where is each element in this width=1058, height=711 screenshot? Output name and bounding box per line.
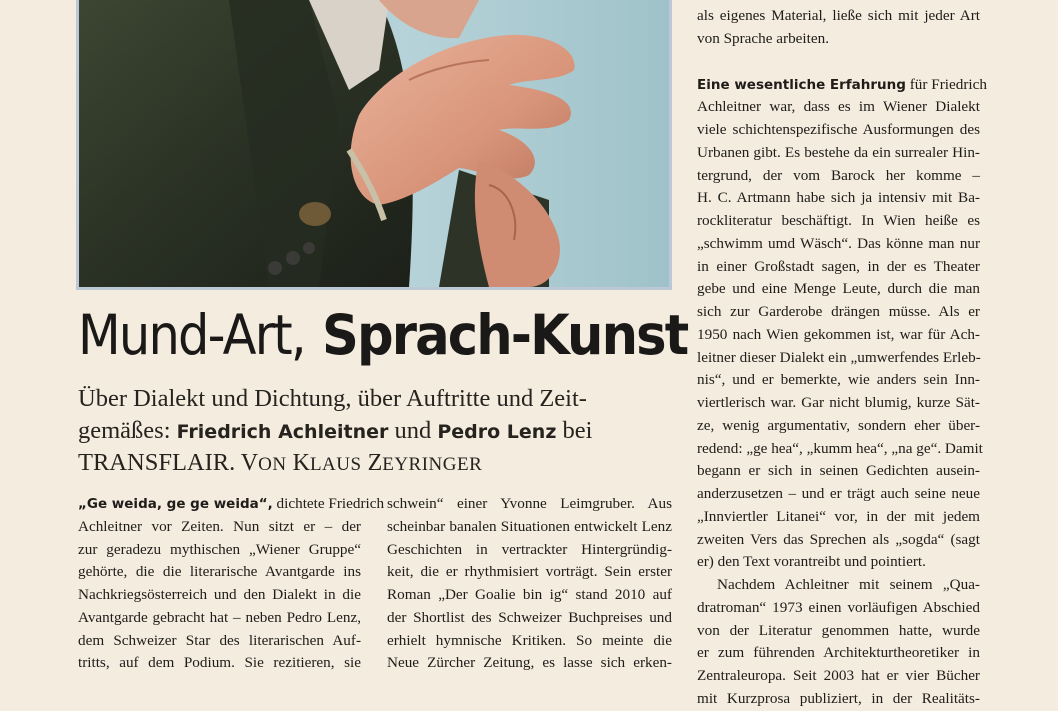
text-line: Neue Zürcher Zeitung, es lasse sich erken- <box>387 654 672 672</box>
text-line: H. C. Artmann habe sich ja intensiv mit Ba- <box>697 189 980 207</box>
text-line: von Sprache arbeiten. <box>697 29 829 47</box>
text-line: Urbanen gibt. Es bestehe da ein surrealer Hin- <box>697 143 980 161</box>
text-line: tritts, auf dem Podium. Sie rezitieren, sie <box>78 654 361 672</box>
text-line: viele schichtenspezifische Ausformungen des <box>697 121 980 138</box>
text-line: Nachdem Achleitner mit seinem „Qua- <box>717 576 980 593</box>
text-line: als eigenes Material, ließe sich mit jeder Art <box>697 7 980 24</box>
text-line: „schwimm umd Wäsch“. Das könne man nur <box>697 234 980 252</box>
photo-illustration <box>79 0 669 287</box>
text-line: Nachkriegsösterreich und den Dialekt in die <box>78 586 361 603</box>
text-line: leitner dieser Dialekt ein „umwerfendes Erleb- <box>697 348 981 366</box>
text-line: Achleitner war, dass es im Wiener Dialekt <box>697 98 980 116</box>
text-line: rockliteratur beschäftigt. In Wien heiße es <box>697 212 980 229</box>
lead-in-quote: „Ge weida, ge ge weida“, <box>78 496 273 512</box>
text-line: dratroman“ 1973 einen vorläufigen Abschied <box>697 598 980 616</box>
author-name-achleitner: Friedrich Achleitner <box>176 421 389 443</box>
text-line: keit, die er rhythmisiert vorträgt. Sein erster <box>387 563 672 581</box>
text-line: viertlerisch war. Gar nicht blumig, kurze Sät- <box>697 394 980 411</box>
text-line: er) den Text vorantreibt und pointiert. <box>697 553 926 571</box>
byline-text: K <box>286 450 310 476</box>
text-line: Geschichten in vertrackter Hintergründig- <box>387 540 672 558</box>
text-line: Avantgarde gebracht hat – neben Pedro Lenz, <box>78 608 361 626</box>
text-line: dem Schweizer Star des literarischen Auf- <box>78 631 361 649</box>
text-line: „Innviertler Litanei“ vor, in der mit jedem <box>697 507 980 525</box>
headline-part-light: Mund-Art, <box>78 303 305 367</box>
headline-part-bold: Sprach-Kunst <box>322 303 688 367</box>
text-line: schwein“ einer Yvonne Leimgruber. Aus <box>387 495 672 512</box>
text-line: nis“, und er bemerkte, wie anders sein Inn- <box>697 371 980 389</box>
text-line: begann er sich in seinen Gedichten ausein- <box>697 462 980 480</box>
byline-text: Z <box>361 450 383 476</box>
text-line: erhielt hymnische Kritiken. So meinte die <box>387 631 672 649</box>
text-line: zweiten Vers das Sprechen als „sogda“ (sagt <box>697 530 980 548</box>
body-column-3 <box>697 0 987 711</box>
text-line <box>78 493 385 516</box>
byline-text: EYRINGER <box>382 454 483 475</box>
author-name-lenz: Pedro Lenz <box>437 421 557 443</box>
text-line: redend: „ge hea“, „kumm hea“, „na ge“. Damit <box>697 439 983 457</box>
subhead-line-3-byline <box>78 447 638 479</box>
event-name: TRANSFLAIR. <box>78 449 236 476</box>
text-line: 1950 nach Wien gekommen ist, war für Ach- <box>697 325 980 343</box>
author-photo <box>76 0 672 290</box>
lead-in-phrase: Eine wesentliche Erfahrung <box>697 76 906 93</box>
text-line: gebe und eine Menge Leute, durch die man <box>697 280 980 298</box>
text-line: Zentraleuropa. Seit 2003 hat er vier Bücher <box>697 667 980 684</box>
text-line: in einer Großstadt sagen, in der es Theater <box>697 257 980 275</box>
text-line: zur geradezu mythischen „Wiener Gruppe“ <box>78 540 361 558</box>
byline-text: LAUS <box>309 454 362 475</box>
subhead-text: gemäßes: <box>78 417 177 444</box>
byline-text: V <box>235 450 259 476</box>
paragraph-spacer <box>697 51 980 74</box>
text-line: Roman „Der Goalie bin ig“ stand 2010 auf <box>387 586 672 603</box>
body-column-2 <box>387 493 672 675</box>
subhead-line-2 <box>78 415 638 447</box>
subhead-text: und <box>388 417 438 444</box>
article-headline <box>78 300 688 370</box>
text-line: ze, wenig argumentativ, sondern eher über- <box>697 416 980 434</box>
byline-text: ON <box>258 454 287 475</box>
subhead-text: bei <box>556 417 593 444</box>
subhead-line-1: Über Dialekt und Dichtung, über Auftritte und Zeit- <box>78 385 587 412</box>
text-line: sich zur Garderobe drängen müsse. Als er <box>697 303 980 320</box>
article-subheading <box>78 383 638 479</box>
text-line: von der Literatur genommen hatte, wurde <box>697 621 980 639</box>
text-line <box>697 74 987 97</box>
text-line: gehörte, die die literarische Avantgarde ins <box>78 563 361 581</box>
text-line: mit Kurzprosa publiziert, in der Realitäts- <box>697 689 980 707</box>
text-line: Achleitner vor Zeiten. Nun sitzt er – der <box>78 517 361 535</box>
text-line: scheinbar banalen Situationen entwickelt Lenz <box>387 517 672 535</box>
text-line: anderzusetzen – und er trägt auch seine neue <box>697 485 980 502</box>
body-column-1 <box>78 493 385 675</box>
text-run: dichtete Friedrich <box>272 495 385 512</box>
text-line: tergrund, der vom Barock her komme – <box>697 166 980 184</box>
text-line: der Shortlist des Schweizer Buchpreises und <box>387 608 672 626</box>
text-line: er zum führenden Architekturtheoretiker in <box>697 644 980 662</box>
text-run: für Friedrich <box>905 75 987 93</box>
